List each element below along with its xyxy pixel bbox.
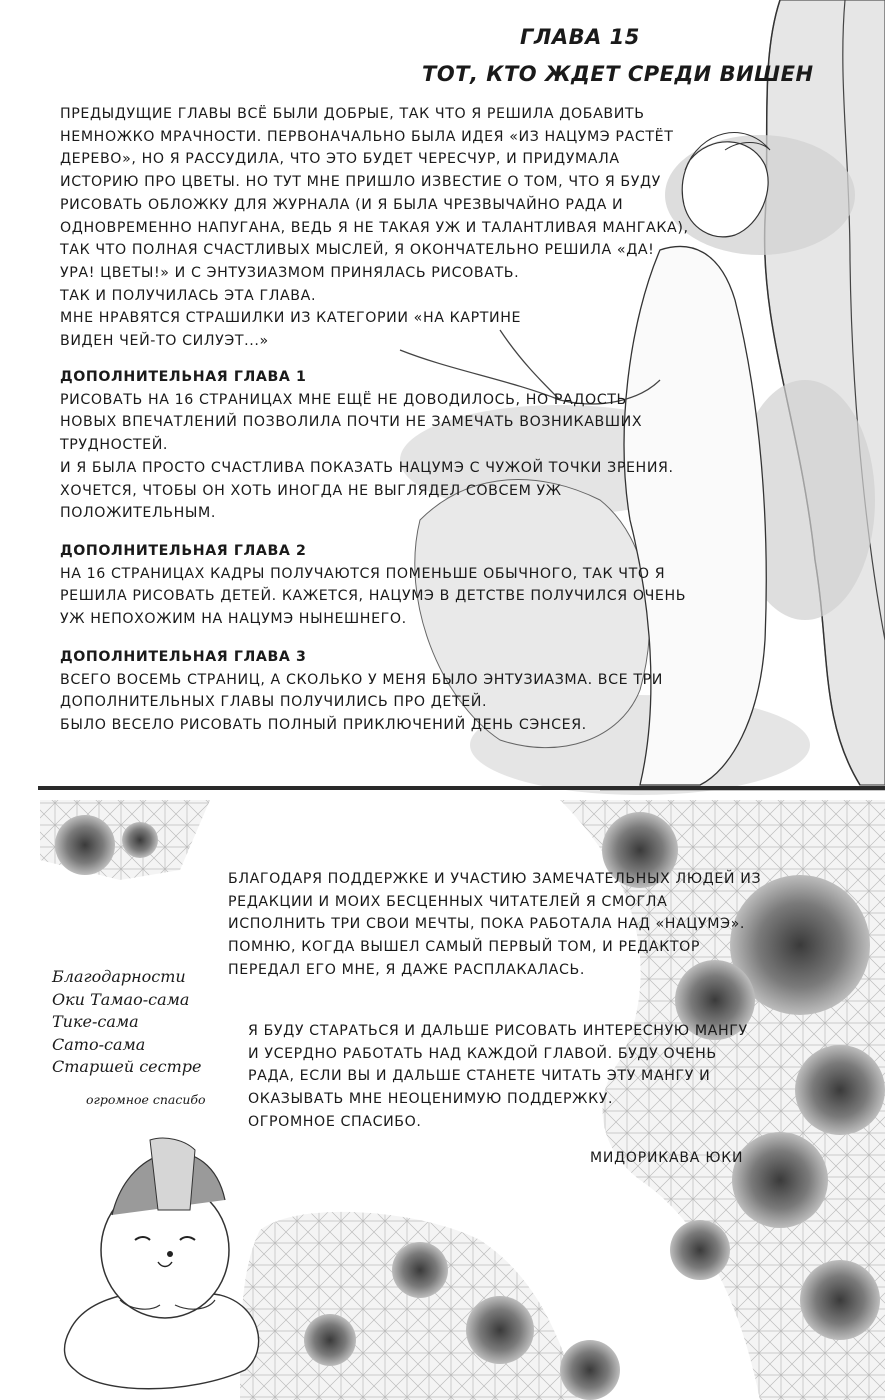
chapter-number: ГЛАВА 15 (520, 25, 640, 49)
extra-chapter-line: РИСОВАТЬ НА 16 СТРАНИЦАХ МНЕ ЕЩЁ НЕ ДОВОДИЛОСЬ, НО РАДОСТЬ (60, 391, 627, 408)
thanks-line: ПОМНЮ, КОГДА ВЫШЕЛ САМЫЙ ПЕРВЫЙ ТОМ, И РЕДАКТОР (228, 939, 701, 956)
intro-line: НЕМНОЖКО МРАЧНОСТИ. ПЕРВОНАЧАЛЬНО БЫЛА ИДЕЯ «ИЗ НАЦУМЭ РАСТЁТ (60, 128, 674, 145)
intro-line: ТАК ЧТО ПОЛНАЯ СЧАСТЛИВЫХ МЫСЛЕЙ, Я ОКОНЧАТЕЛЬНО РЕШИЛА «ДА! (60, 242, 655, 259)
handwritten-line: Тике-сама (52, 1012, 139, 1031)
extra-chapter-2-section (60, 540, 686, 631)
extra-chapter-line: УЖ НЕПОХОЖИМ НА НАЦУМЭ НЫНЕШНЕГО. (60, 611, 407, 628)
handwritten-acknowledgements (52, 966, 201, 1079)
intro-line: ПРЕДЫДУЩИЕ ГЛАВЫ ВСЁ БЫЛИ ДОБРЫЕ, ТАК ЧТО Я РЕШИЛА ДОБАВИТЬ (60, 106, 645, 122)
handwritten-line: Сато-сама (52, 1034, 146, 1054)
extra-chapter-1-heading: ДОПОЛНИТЕЛЬНАЯ ГЛАВА 1 (60, 369, 307, 385)
extra-chapter-line: ТРУДНОСТЕЙ. (60, 437, 169, 454)
intro-line: ОДНОВРЕМЕННО НАПУГАНА, ВЕДЬ Я НЕ ТАКАЯ УЖ И ТАЛАНТЛИВАЯ МАНГАКА), (60, 219, 689, 236)
extra-chapter-2-heading: ДОПОЛНИТЕЛЬНАЯ ГЛАВА 2 (60, 543, 307, 559)
thanks-line: ПЕРЕДАЛ ЕГО МНЕ, Я ДАЖЕ РАСПЛАКАЛАСЬ. (228, 961, 585, 978)
thanks-line: ИСПОЛНИТЬ ТРИ СВОИ МЕЧТЫ, ПОКА РАБОТАЛА НАД «НАЦУМЭ». (228, 916, 745, 933)
intro-text (60, 103, 689, 353)
chapter-title: ТОТ, КТО ЖДЕТ СРЕДИ ВИШЕН (422, 62, 814, 86)
intro-line: ТАК И ПОЛУЧИЛАСЬ ЭТА ГЛАВА. (60, 287, 317, 304)
thanks-text (228, 868, 761, 982)
extra-chapter-line: РЕШИЛА РИСОВАТЬ ДЕТЕЙ. КАЖЕТСЯ, НАЦУМЭ В ДЕТСТВЕ ПОЛУЧИЛСЯ ОЧЕНЬ (60, 588, 687, 605)
extra-chapter-line: ХОЧЕТСЯ, ЧТОБЫ ОН ХОТЬ ИНОГДА НЕ ВЫГЛЯДЕЛ СОВСЕМ УЖ (60, 482, 562, 499)
closing-line: ОКАЗЫВАТЬ МНЕ НЕОЦЕНИМУЮ ПОДДЕРЖКУ. (248, 1091, 614, 1108)
closing-line: ОГРОМНОЕ СПАСИБО. (248, 1113, 422, 1130)
intro-line: ВИДЕН ЧЕЙ-ТО СИЛУЭТ...» (60, 333, 269, 350)
author-signature: МИДОРИКАВА ЮКИ (590, 1150, 744, 1166)
closing-text (248, 1020, 748, 1134)
thanks-line: РЕДАКЦИИ И МОИХ БЕСЦЕННЫХ ЧИТАТЕЛЕЙ Я СМОГЛА (228, 893, 668, 910)
handwritten-line: Старшей сестре (52, 1057, 202, 1076)
extra-chapter-line: ВСЕГО ВОСЕМЬ СТРАНИЦ, А СКОЛЬКО У МЕНЯ БЫЛО ЭНТУЗИАЗМА. ВСЕ ТРИ (60, 671, 663, 688)
closing-line: И УСЕРДНО РАБОТАТЬ НАД КАЖДОЙ ГЛАВОЙ. БУДУ ОЧЕНЬ (248, 1045, 717, 1062)
intro-line: ИСТОРИЮ ПРО ЦВЕТЫ. НО ТУТ МНЕ ПРИШЛО ИЗВЕСТИЕ О ТОМ, ЧТО Я БУДУ (60, 174, 661, 191)
extra-chapter-line: БЫЛО ВЕСЕЛО РИСОВАТЬ ПОЛНЫЙ ПРИКЛЮЧЕНИЙ ДЕНЬ СЭНСЕЯ. (60, 717, 587, 734)
extra-chapter-3-heading: ДОПОЛНИТЕЛЬНАЯ ГЛАВА 3 (60, 649, 307, 665)
intro-line: УРА! ЦВЕТЫ!» И С ЭНТУЗИАЗМОМ ПРИНЯЛАСЬ РИСОВАТЬ. (60, 264, 520, 281)
panel-divider (38, 786, 885, 790)
thanks-line: БЛАГОДАРЯ ПОДДЕРЖКЕ И УЧАСТИЮ ЗАМЕЧАТЕЛЬНЫХ ЛЮДЕЙ ИЗ (228, 871, 762, 887)
intro-line: ДЕРЕВО», НО Я РАССУДИЛА, ЧТО ЭТО БУДЕТ ЧЕРЕСЧУР, И ПРИДУМАЛА (60, 151, 620, 168)
intro-line: РИСОВАТЬ ОБЛОЖКУ ДЛЯ ЖУРНАЛА (И Я БЫЛА ЧРЕЗВЫЧАЙНО РАДА И (60, 196, 624, 213)
handwritten-line: Благодарности (52, 967, 186, 986)
handwritten-thank-you: огромное спасибо (86, 1092, 206, 1107)
extra-chapter-1-section (60, 366, 674, 525)
intro-line: МНЕ НРАВЯТСЯ СТРАШИЛКИ ИЗ КАТЕГОРИИ «НА КАРТИНЕ (60, 310, 522, 327)
closing-line: Я БУДУ СТАРАТЬСЯ И ДАЛЬШЕ РИСОВАТЬ ИНТЕРЕСНУЮ МАНГУ (248, 1023, 748, 1039)
closing-line: РАДА, ЕСЛИ ВЫ И ДАЛЬШЕ СТАНЕТЕ ЧИТАТЬ ЭТУ МАНГУ И (248, 1068, 711, 1085)
extra-chapter-3-section (60, 646, 663, 737)
extra-chapter-line: НА 16 СТРАНИЦАХ КАДРЫ ПОЛУЧАЮТСЯ ПОМЕНЬШЕ ОБЫЧНОГО, ТАК ЧТО Я (60, 565, 666, 582)
extra-chapter-line: НОВЫХ ВПЕЧАТЛЕНИЙ ПОЗВОЛИЛА ПОЧТИ НЕ ЗАМЕЧАТЬ ВОЗНИКАВШИХ (60, 414, 643, 431)
handwritten-line: Оки Тамао-сама (52, 989, 190, 1009)
extra-chapter-line: ДОПОЛНИТЕЛЬНЫХ ГЛАВЫ ПОЛУЧИЛИСЬ ПРО ДЕТЕЙ. (60, 694, 488, 711)
extra-chapter-line: ПОЛОЖИТЕЛЬНЫМ. (60, 505, 216, 522)
extra-chapter-line: И Я БЫЛА ПРОСТО СЧАСТЛИВА ПОКАЗАТЬ НАЦУМЭ С ЧУЖОЙ ТОЧКИ ЗРЕНИЯ. (60, 459, 674, 476)
